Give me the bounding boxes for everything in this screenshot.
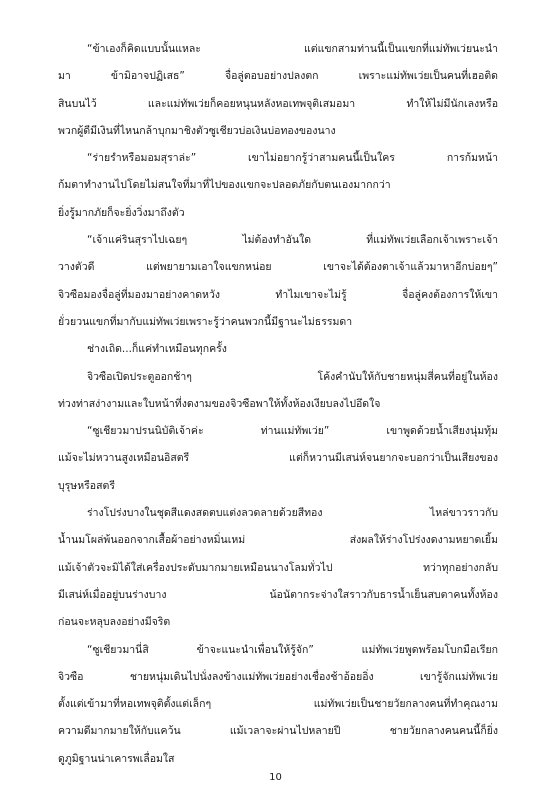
text-line: ยิ่งรู้มากภัยก็จะยิ่งวิ่งมาถึงตัว bbox=[58, 206, 185, 219]
text-line: “ซูเชียวมาปรนนิบัติเจ้าค่ะ ท่านแม่ทัพเว่ย” เขาพูดด้วยน้ำเสียงนุ่มทุ้ม bbox=[87, 425, 498, 438]
text-line: “เจ้าแค่รินสุราไปเฉยๆ ไม่ต้องทำอันใด ที่แม่ทัพเว่ยเลือกเจ้าเพราะเจ้า bbox=[87, 234, 498, 247]
text-line: “ซูเชียวมานี่สิ ข้าจะแนะนำเพื่อนให้รู้จัก” แม่ทัพเว่ยพูดพร้อมโบกมือเรียก bbox=[87, 643, 498, 656]
body-text bbox=[58, 36, 498, 773]
text-line: น้ำนมโผล่พ้นออกจากเสื้อผ้าอย่างหมิ่นเหม่ ส่งผลให้ร่างโปร่งงดงามหยาดเยิ้ม bbox=[58, 534, 498, 547]
text-line: จิวซือเปิดประตูออกช้าๆ โค้งคำนับให้กับชายหนุ่มสี่คนที่อยู่ในห้อง bbox=[87, 370, 498, 383]
text-line: จิวซือ ชายหนุ่มเดินไปนั่งลงข้างแม่ทัพเว่ยอย่างเชื่องช้าอ้อยอิ่ง เขารู้จักแม่ทัพเว่ย bbox=[58, 670, 498, 683]
text-line: ตั้งแต่เข้ามาที่หอเทพจุติตั้งแต่เล็กๆ แม่ทัพเว่ยเป็นชายวัยกลางคนที่ทำคุณงาม bbox=[58, 698, 498, 711]
text-line: “ร่ายรำหรือมอมสุราล่ะ” เขาไม่อยากรู้ว่าสามคนนี้เป็นใคร การก้มหน้า bbox=[87, 152, 498, 165]
text-line: ร่างโปร่งบางในชุดสีแดงสดตบแต่งลวดลายด้วยสีทอง ไหล่ขาวราวกับ bbox=[87, 507, 498, 520]
text-line: แม้เจ้าตัวจะมิได้ใส่เครื่องประดับมากมายเหมือนนางโลมทั่วไป ทว่าทุกอย่างกลับ bbox=[58, 561, 498, 574]
text-line: ช่างเถิด...ก็แค่ทำเหมือนทุกครั้ง bbox=[87, 343, 227, 356]
text-line: มา ข้ามิอาจปฏิเสธ” จื่อลู่ตอบอย่างปลงตก เพราะแม่ทัพเว่ยเป็นคนที่เฮอติด bbox=[58, 70, 498, 83]
text-line: พวกผู้ดีมีเงินที่ไหนกล้าบุกมาชิงตัวซูเชียวบ่อเงินบ่อทองของนาง bbox=[58, 124, 336, 137]
text-line: ยั่วยวนแขกที่มากับแม่ทัพเว่ยเพราะรู้ว่าคนพวกนี้มีฐานะไม่ธรรมดา bbox=[58, 315, 353, 328]
text-line: วางตัวดี แต่พยายามเอาใจแขกหน่อย เขาจะได้ต้องตาเจ้าแล้วมาหาอีกบ่อยๆ” bbox=[58, 261, 498, 274]
text-line: มีเสน่ห์เมื่ออยู่บนร่างบาง น้อนัตากระจ่างใสราวกับธารน้ำเย็นสบตาคนทั้งห้อง bbox=[58, 588, 498, 601]
text-line: บุรุษหรือสตรี bbox=[58, 479, 115, 492]
text-line: สินบนไว้ และแม่ทัพเว่ยก็คอยหนุนหลังหอเทพจุติเสมอมา ทำให้ไม่มีนักเลงหรือ bbox=[58, 97, 498, 110]
text-line: จิวซือมองจื่อลู่ที่มองมาอย่างคาดหวัง ทำไมเขาจะไม่รู้ จื่อลู่คงต้องการให้เขา bbox=[58, 288, 498, 301]
text-line: แม้จะไม่หวานสูงเหมือนอิสตรี แต่ก็หวานมีเสน่ห์จนยากจะบอกว่าเป็นเสียงของ bbox=[58, 452, 498, 465]
page-number: 10 bbox=[269, 772, 282, 783]
text-line: ก้มตาทำงานไปโดยไม่สนใจที่มาที่ไปของแขกจะปลอดภัยกับตนเองมากกว่า bbox=[58, 179, 391, 192]
text-line: ก่อนจะหลุบลงอย่างมีจริต bbox=[58, 616, 171, 629]
text-line: “ข้าเองก็คิดแบบนั้นแหละ แต่แขกสามท่านนี้เป็นแขกที่แม่ทัพเว่ยนะนำ bbox=[87, 43, 498, 55]
text-line: ดูภูมิฐานน่าเคารพเลื่อมใส bbox=[58, 752, 175, 765]
text-line: ท่วงท่าสง่างามและใบหน้าที่งดงามของจิวซือพาให้ทั้งห้องเงียบลงไปอึดใจ bbox=[58, 397, 381, 410]
text-line: ความดีมากมายให้กับแคว้น แม้เวลาจะผ่านไปหลายปี ชายวัยกลางคนคนนี้ก็ยิ่ง bbox=[58, 725, 498, 738]
